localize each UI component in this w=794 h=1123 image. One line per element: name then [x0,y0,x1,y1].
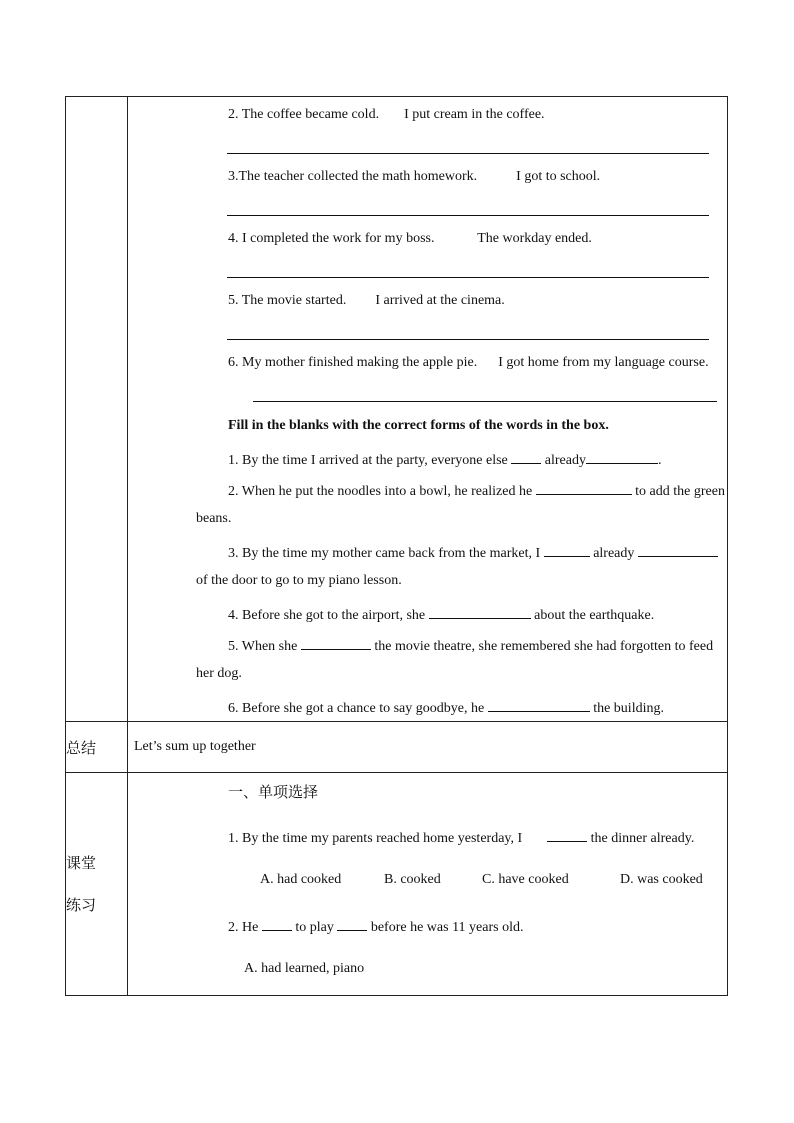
blank[interactable] [544,542,590,557]
fill-text: 6. Before she got a chance to say goodbye, he [228,701,485,716]
summary-text: Let’s sum up together [128,722,728,773]
sentence-b: I put cream in the coffee. [404,107,545,122]
question-text: 2. He [228,920,259,935]
practice-q1 [228,827,694,847]
practice-heading: 一、单项选择 [228,783,319,801]
fill-text: the building. [593,701,664,716]
blank[interactable] [547,827,587,842]
sentence-b: I got to school. [516,169,601,184]
fill-item-2 [228,480,725,500]
sentence-a: 5. The movie started. [228,293,347,308]
sentence-b: I arrived at the cinema. [375,293,505,308]
combine-item-4 [228,231,592,247]
answer-line [227,215,709,216]
blank[interactable] [586,449,658,464]
fill-text: already [593,546,635,561]
fill-item-5 [228,635,713,655]
exercise-label-cell [66,97,128,722]
fill-item-5-cont: her dog. [196,666,242,681]
combine-item-2 [228,107,545,123]
question-text: before he was 11 years old. [370,920,524,935]
fill-text: 2. When he put the noodles into a bowl, he realized he [228,484,533,499]
option-c[interactable]: C. have cooked [482,872,569,887]
question-text: the dinner already. [590,831,695,846]
sentence-a: 3.The teacher collected the math homework. [228,169,478,184]
option-a[interactable]: A. had learned, piano [244,961,365,976]
answer-line [227,153,709,154]
option-b[interactable]: B. cooked [384,872,441,887]
option-a[interactable]: A. had cooked [260,872,342,887]
fill-item-6 [228,697,664,717]
fill-text: . [657,453,662,468]
practice-q2 [228,916,523,936]
combine-item-3 [228,169,600,185]
question-text: 1. By the time my parents reached home yesterday, I [228,831,523,846]
blank[interactable] [536,480,632,495]
fill-item-4 [228,604,654,624]
practice-label-cell [66,773,128,996]
practice-label-line1: 课堂 [66,854,97,872]
sentence-a: 4. I completed the work for my boss. [228,231,435,246]
summary-row [66,722,728,773]
practice-content-cell [128,773,728,996]
fill-text: to add the green [635,484,725,499]
fill-text: already [544,453,586,468]
blank[interactable] [511,449,541,464]
fill-item-2-cont: beans. [196,511,232,526]
sentence-a: 2. The coffee became cold. [228,107,380,122]
combine-item-6 [228,355,709,371]
blank[interactable] [429,604,531,619]
answer-line [253,401,717,402]
blank[interactable] [262,916,292,931]
blank[interactable] [638,542,718,557]
blank[interactable] [337,916,367,931]
fill-text: 5. When she [228,639,298,654]
worksheet-table [65,96,728,996]
fill-item-1 [228,449,661,469]
fill-text: about the earthquake. [534,608,655,623]
fill-text: the movie theatre, she remembered she had forgotten to feed [374,639,714,654]
option-d[interactable]: D. was cooked [620,872,703,887]
fill-text: 3. By the time my mother came back from the market, I [228,546,541,561]
practice-row [66,773,728,996]
fill-item-3-cont: of the door to go to my piano lesson. [196,573,402,588]
exercise-row [66,97,728,722]
exercise-content-cell [128,97,728,722]
blank[interactable] [488,697,590,712]
combine-item-5 [228,293,505,309]
fill-text: 1. By the time I arrived at the party, everyone else [228,453,508,468]
question-text: to play [295,920,334,935]
practice-label-line2: 练习 [66,896,97,914]
answer-line [227,277,709,278]
sentence-b: I got home from my language course. [498,355,709,370]
sentence-b: The workday ended. [477,231,592,246]
answer-line [227,339,709,340]
fill-heading: Fill in the blanks with the correct forms of the words in the box. [228,418,609,433]
fill-item-3 [228,542,718,562]
summary-label: 总结 [66,722,128,773]
sentence-a: 6. My mother finished making the apple pie. [228,355,478,370]
blank[interactable] [301,635,371,650]
fill-text: 4. Before she got to the airport, she [228,608,426,623]
